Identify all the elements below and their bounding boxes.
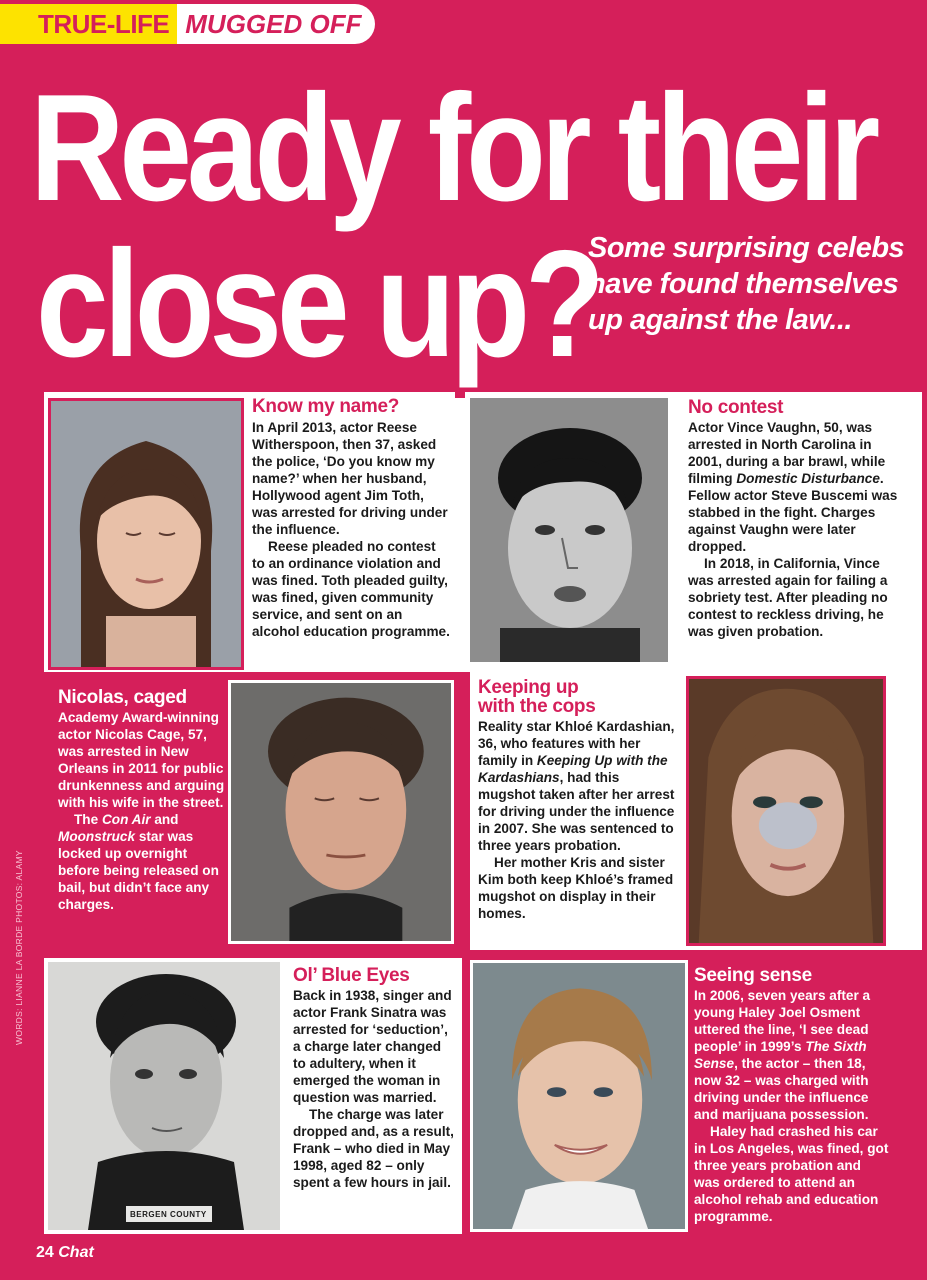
- vince-kicker: No contest: [688, 397, 784, 418]
- vince-p1-italic: Domestic Disturbance: [736, 471, 880, 486]
- nicolas-body: [58, 709, 226, 913]
- haley-p1-italic: The Sixth Sense: [694, 1039, 867, 1071]
- vince-mugshot-photo: [470, 398, 668, 662]
- nicolas-p2-italic-1: Con Air: [101, 812, 151, 827]
- reese-paragraph-1: In April 2013, actor Reese Witherspoon, then 37, asked the police, ‘Do you know my name?’ when her husband, Hollywood agent Jim Toth, was arrested for driving under the influence.: [252, 420, 448, 537]
- frank-photo-placard: BERGEN COUNTY: [130, 1210, 207, 1219]
- subsection-label: MUGGED OFF: [177, 4, 375, 44]
- nicolas-p2-text-3: star was locked up overnight before being released on bail, but didn’t face any charges.: [58, 829, 219, 912]
- khloe-p1-text: Reality star Khloé Kardashian, 36, who features with her family in: [478, 719, 675, 768]
- vince-p1-text-end: . Fellow actor Steve Buscemi was stabbed in the fight. Charges against Vaughn were later dropped.: [688, 471, 898, 554]
- vince-paragraph-2: In 2018, in California, Vince was arrested again for failing a sobriety test. After pleading no contest to reckless driving, he was given probation.: [688, 556, 888, 639]
- nicolas-p2-text: The: [74, 812, 102, 827]
- reese-mugshot-photo: [48, 398, 244, 670]
- frank-paragraph-1: Back in 1938, singer and actor Frank Sinatra was arrested for ‘seduction’, a charge later changed to adultery, when it emerged the woman in question was married.: [293, 988, 452, 1105]
- reese-kicker: Know my name?: [252, 396, 400, 417]
- khloe-mugshot-photo: [686, 676, 886, 946]
- magazine-name: Chat: [58, 1244, 94, 1261]
- nicolas-paragraph-2: [58, 811, 226, 913]
- khloe-paragraph-1: [478, 718, 680, 854]
- haley-mugshot-photo: [470, 960, 688, 1232]
- nicolas-p2-text-2: and: [150, 812, 179, 827]
- nicolas-kicker: Nicolas, caged: [58, 687, 187, 708]
- haley-kicker: Seeing sense: [694, 965, 812, 986]
- frank-mugshot-photo: [48, 962, 280, 1230]
- khloe-kicker-line-1: Keeping up: [478, 677, 579, 698]
- photo-credit: WORDS: LIANNE LA BORDE PHOTOS: ALAMY: [14, 850, 24, 1045]
- khloe-kicker: [478, 678, 678, 716]
- page-number: 24: [36, 1244, 54, 1261]
- haley-p1-text-end: , the actor – then 18, now 32 – was charged with driving under the influence and marijuana possession.: [694, 1056, 869, 1122]
- khloe-p1-text-end: , had this mugshot taken after her arrest for driving under the influence in 2007. She was sentenced to three years probation.: [478, 770, 675, 853]
- section-label: TRUE-LIFE: [0, 4, 177, 44]
- page-footer: [36, 1244, 94, 1262]
- strapline: Some surprising celebs have found themselves up against the law...: [588, 232, 905, 336]
- khloe-p1-italic: Keeping Up with the Kardashians: [478, 753, 668, 785]
- nicolas-mugshot-photo: [228, 680, 454, 944]
- reese-paragraph-2: Reese pleaded no contest to an ordinance violation and was fined. Toth pleaded guilty, was fined, given community service, and sent on an alcohol education programme.: [252, 539, 450, 639]
- frank-paragraph-2: The charge was later dropped and, as a result, Frank – who died in May 1998, aged 82 – only spent a few hours in jail.: [293, 1107, 454, 1190]
- nicolas-p2-italic-2: Moonstruck: [58, 829, 136, 844]
- haley-paragraph-2: Haley had crashed his car in Los Angeles, was fined, got three years probation and was ordered to attend an alcohol rehab and education programme.: [694, 1124, 889, 1224]
- frank-kicker: Ol’ Blue Eyes: [293, 965, 410, 986]
- headline-line-2: close up?: [36, 219, 600, 389]
- khloe-kicker-line-2: with the cops: [478, 696, 596, 717]
- haley-body: [694, 987, 890, 1225]
- vince-paragraph-1: [688, 419, 908, 555]
- nicolas-paragraph-1: Academy Award-winning actor Nicolas Cage, 57, was arrested in New Orleans in 2011 for public drunkenness and arguing with his wife in the street.: [58, 710, 225, 810]
- section-tag: [0, 0, 375, 48]
- pink-gap-bar: [455, 392, 465, 398]
- khloe-paragraph-2: Her mother Kris and sister Kim both keep Khloé’s framed mugshot on display in their homes.: [478, 855, 674, 921]
- vince-p1-text: Actor Vince Vaughn, 50, was arrested in North Carolina in 2001, during a bar brawl, while filming: [688, 420, 886, 486]
- vince-body: [688, 419, 908, 640]
- khloe-body: [478, 718, 680, 922]
- haley-p1-text: In 2006, seven years after a young Haley Joel Osment uttered the line, ‘I see dead people’ in 1999’s: [694, 988, 871, 1054]
- reese-body: [252, 419, 452, 640]
- haley-paragraph-1: [694, 987, 890, 1123]
- frank-body: [293, 987, 455, 1191]
- headline-line-1: Ready for their: [30, 63, 876, 233]
